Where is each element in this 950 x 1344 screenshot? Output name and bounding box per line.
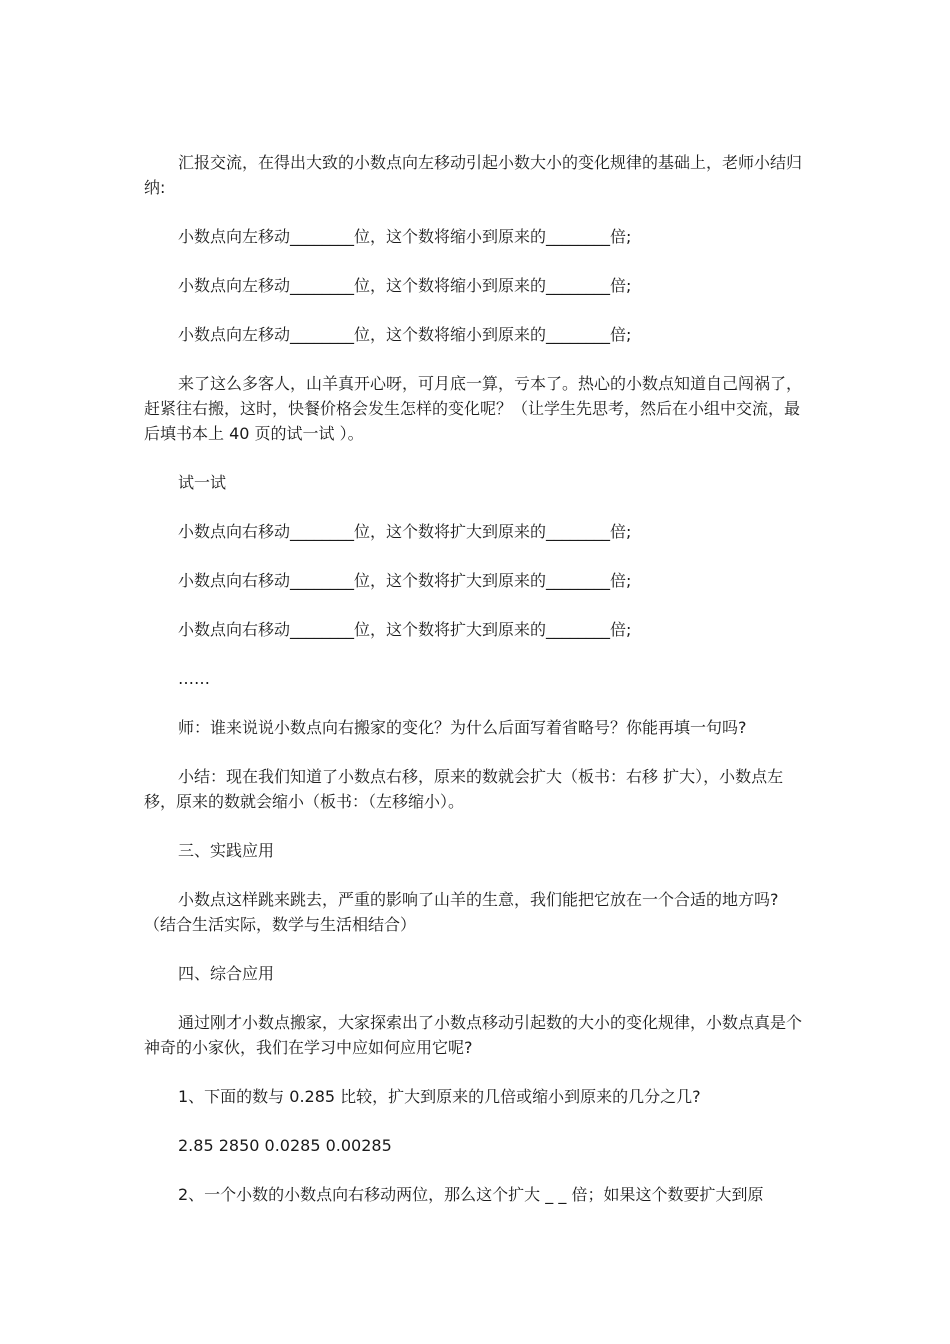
- paragraph-ellipsis: ……: [178, 669, 210, 688]
- heading-practice-application: 三、实践应用: [178, 841, 275, 860]
- paragraph-question-1-numbers: 2.85 2850 0.0285 0.00285: [178, 1136, 392, 1155]
- paragraph-left-move-2: 小数点向左移动________位，这个数将缩小到原来的________倍;: [178, 276, 632, 295]
- paragraph-question-2: 2、一个小数的小数点向右移动两位，那么这个扩大 _ _ 倍；如果这个数要扩大到原: [178, 1185, 764, 1204]
- paragraph-teacher-question: 师：谁来说说小数点向右搬家的变化？为什么后面写着省略号？你能再填一句吗?: [178, 718, 747, 737]
- paragraph-right-move-2: 小数点向右移动________位，这个数将扩大到原来的________倍;: [178, 571, 632, 590]
- paragraph-report-summary: 汇报交流，在得出大致的小数点向左移动引起小数大小的变化规律的基础上，老师小结归纳:: [144, 153, 803, 197]
- paragraph-left-move-1: 小数点向左移动________位，这个数将缩小到原来的________倍;: [178, 227, 632, 246]
- paragraph-summary: 小结：现在我们知道了小数点右移，原来的数就会扩大（板书：右移 扩大），小数点左移，原来的数就会缩小（板书：（左移缩小）。: [144, 767, 784, 811]
- paragraph-practice: 小数点这样跳来跳去，严重的影响了山羊的生意，我们能把它放在一个合适的地方吗?（结合生活实际，数学与生活相结合）: [144, 890, 779, 934]
- paragraph-question-1: 1、下面的数与 0.285 比较，扩大到原来的几倍或缩小到原来的几分之几?: [178, 1087, 701, 1106]
- paragraph-story-right-move: 来了这么多客人，山羊真开心呀，可月底一算，亏本了。热心的小数点知道自己闯祸了，赶紧往右搬，这时，快餐价格会发生怎样的变化呢？（让学生先思考，然后在小组中交流，最后填书本上 40 页的试一试 ）。: [144, 374, 803, 443]
- paragraph-right-move-1: 小数点向右移动________位，这个数将扩大到原来的________倍;: [178, 522, 632, 541]
- paragraph-left-move-3: 小数点向左移动________位，这个数将缩小到原来的________倍;: [178, 325, 632, 344]
- document-body: [144, 150, 804, 1207]
- paragraph-right-move-3: 小数点向右移动________位，这个数将扩大到原来的________倍;: [178, 620, 632, 639]
- heading-comprehensive-application: 四、综合应用: [178, 964, 275, 983]
- paragraph-comprehensive: 通过刚才小数点搬家，大家探索出了小数点移动引起数的大小的变化规律，小数点真是个神奇的小家伙，我们在学习中应如何应用它呢?: [144, 1013, 803, 1057]
- paragraph-try-it: 试一试: [178, 473, 227, 492]
